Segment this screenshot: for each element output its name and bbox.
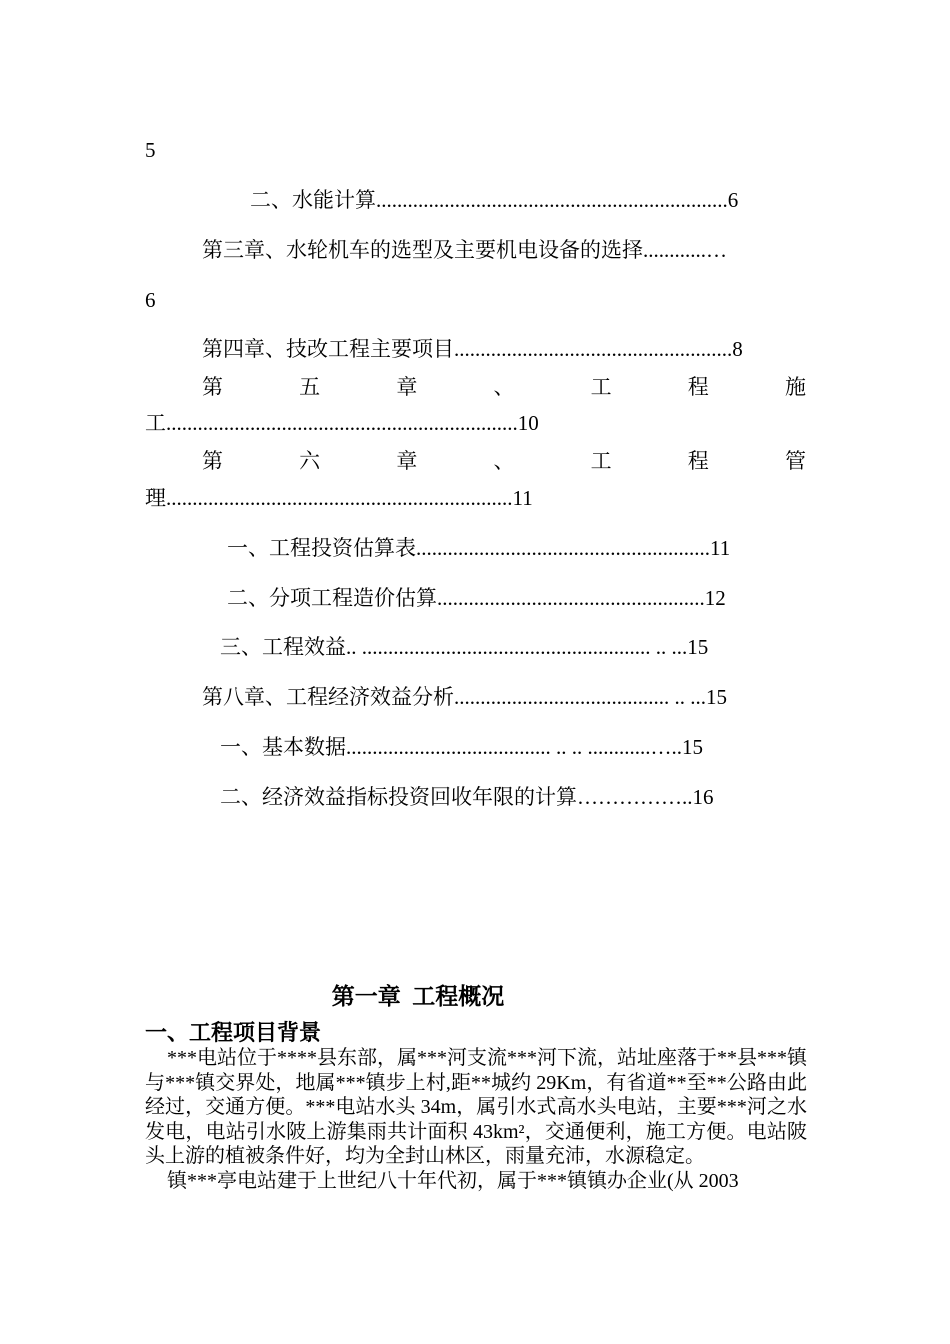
- toc-entry-continuation: 理..................................................................11: [145, 486, 533, 510]
- toc-char: 章: [396, 375, 418, 399]
- toc-char: 章: [396, 449, 418, 473]
- toc-entry-page: 16: [692, 785, 714, 809]
- toc-char: 六: [299, 449, 321, 473]
- toc-char: 第: [202, 449, 223, 473]
- toc-dot-leader: ....................................... .. .. ............…..: [346, 735, 682, 759]
- chapter-title: 第一章 工程概况: [331, 984, 505, 1009]
- toc-char: 第: [202, 375, 223, 399]
- toc-entry-page: 6: [727, 188, 739, 212]
- toc-dot-leader: ........................................................: [416, 536, 710, 560]
- toc-char: 程: [687, 375, 709, 399]
- toc-dot-leader: ......................................... .. ...: [454, 685, 706, 709]
- toc-dot-leader: .....................................................: [454, 337, 733, 361]
- body-text: [145, 1046, 807, 1193]
- toc-entry-page: 12: [704, 586, 726, 610]
- toc-dot-leader: ...................................................................: [376, 188, 728, 212]
- toc-entry-basic-data: [220, 734, 703, 760]
- paragraph: ***电站位于****县东部，属***河支流***河下流，站址座落于**县***镇与***镇交界处，地属***镇步上村,距**城约 29Km，有省道**至**公路由此经过，交通方便。***电站水头 34m，属引水式高水头电站，主要***河之水发电，电站引水陂上游集雨共计面积 43km²，交通便利，施工方便。电站陂头上游的植被条件好，均为全封山林区，雨量充沛，水源稳定。: [145, 1047, 807, 1167]
- toc-entry-page: 11: [710, 536, 731, 560]
- toc-char: 工: [590, 375, 612, 399]
- toc-entry-benefit: [220, 634, 708, 660]
- toc-dot-leader: .. ....................................................... .. ...: [346, 635, 688, 659]
- toc-entry-chapter5: [202, 374, 806, 400]
- toc-entry-continuation: 工...................................................................10: [145, 411, 539, 435]
- toc-entry-page: 15: [687, 635, 709, 659]
- toc-entry-label: 二、水能计算: [250, 188, 376, 212]
- toc-dot-leader: ……………..: [577, 785, 693, 809]
- toc-entry-label: 第三章、水轮机车的选型及主要机电设备的选择: [202, 238, 643, 262]
- toc-entry-label: 二、经济效益指标投资回收年限的计算: [220, 785, 577, 809]
- toc-entry-page: 6: [145, 288, 156, 312]
- toc-entry-cost-estimate: [227, 585, 726, 611]
- toc-dot-leader: ............…: [643, 238, 727, 262]
- toc-entry-label: 一、基本数据: [220, 735, 346, 759]
- toc-entry-label: 二、分项工程造价估算: [227, 586, 437, 610]
- paragraph: 镇***亭电站建于上世纪八十年代初，属于***镇镇办企业(从 2003: [167, 1169, 739, 1192]
- toc-char: 五: [299, 375, 321, 399]
- section-title: 一、工程项目背景: [145, 1020, 322, 1045]
- toc-entry-label: 一、工程投资估算表: [227, 536, 416, 560]
- toc-char: 工: [590, 449, 612, 473]
- toc-char: 、: [493, 375, 515, 399]
- toc-entry-label: 第八章、工程经济效益分析: [202, 685, 454, 709]
- toc-char: 施: [784, 375, 806, 399]
- toc-dot-leader: ...................................................: [437, 586, 705, 610]
- toc-entry-page: 15: [706, 685, 727, 709]
- toc-entry-chapter4: [202, 336, 743, 362]
- toc-entry-page: 15: [682, 735, 703, 759]
- toc-entry-chapter3: [202, 237, 727, 263]
- toc-entry-payback: [220, 784, 714, 810]
- toc-char: 程: [687, 449, 709, 473]
- toc-entry-label: 三、工程效益: [220, 635, 346, 659]
- toc-char: 管: [784, 449, 806, 473]
- toc-page-number: 5: [145, 138, 156, 162]
- toc-entry-chapter8: [202, 684, 727, 710]
- toc-entry-investment-table: [227, 535, 730, 561]
- toc-entry-hydro-energy: [250, 187, 738, 213]
- toc-entry-label: 第四章、技改工程主要项目: [202, 337, 454, 361]
- toc-char: 、: [493, 449, 515, 473]
- toc-entry-page: 8: [732, 337, 743, 361]
- toc-entry-chapter6: [202, 448, 806, 474]
